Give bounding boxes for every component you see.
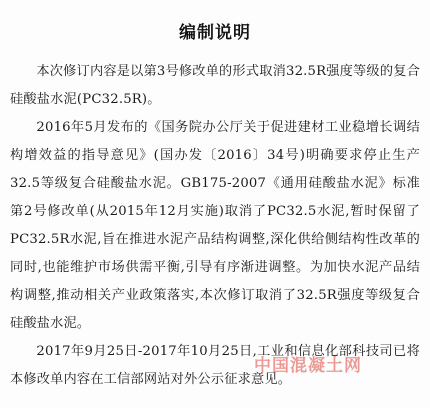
document-title: 编制说明 <box>179 23 251 43</box>
watermark-logo-text: 中国混凝土网 <box>254 356 362 376</box>
paragraph-1: 本次修订内容是以第3号修改单的形式取消32.5R强度等级的复合硅酸盐水泥(PC32.5R)。 <box>10 64 420 107</box>
document-body <box>10 58 420 394</box>
paragraph-2: 2016年5月发布的《国务院办公厅关于促进建材工业稳增长调结构增效益的指导意见》(国办发〔2016〕34号)明确要求停止生产32.5等级复合硅酸盐水泥。GB175-2007《通用硅酸盐水泥》标准第2号修改单(从2015年12月实施)取消了PC32.5水泥,暂时保留了PC32.5R水泥,旨在推进水泥产品结构调整,深化供给侧结构性改革的同时,也能维护市场供需平衡,引导有序渐进调整。为加快水泥产品结构调整,推动相关产业政策落实,本次修订取消了32.5R强度等级复合硅酸盐水泥。 <box>10 120 420 331</box>
paragraph-3: 2017年9月25日-2017年10月25日,工业和信息化部科技司已将本修改单内容在工信部网站对外公示征求意见。 <box>10 344 420 387</box>
